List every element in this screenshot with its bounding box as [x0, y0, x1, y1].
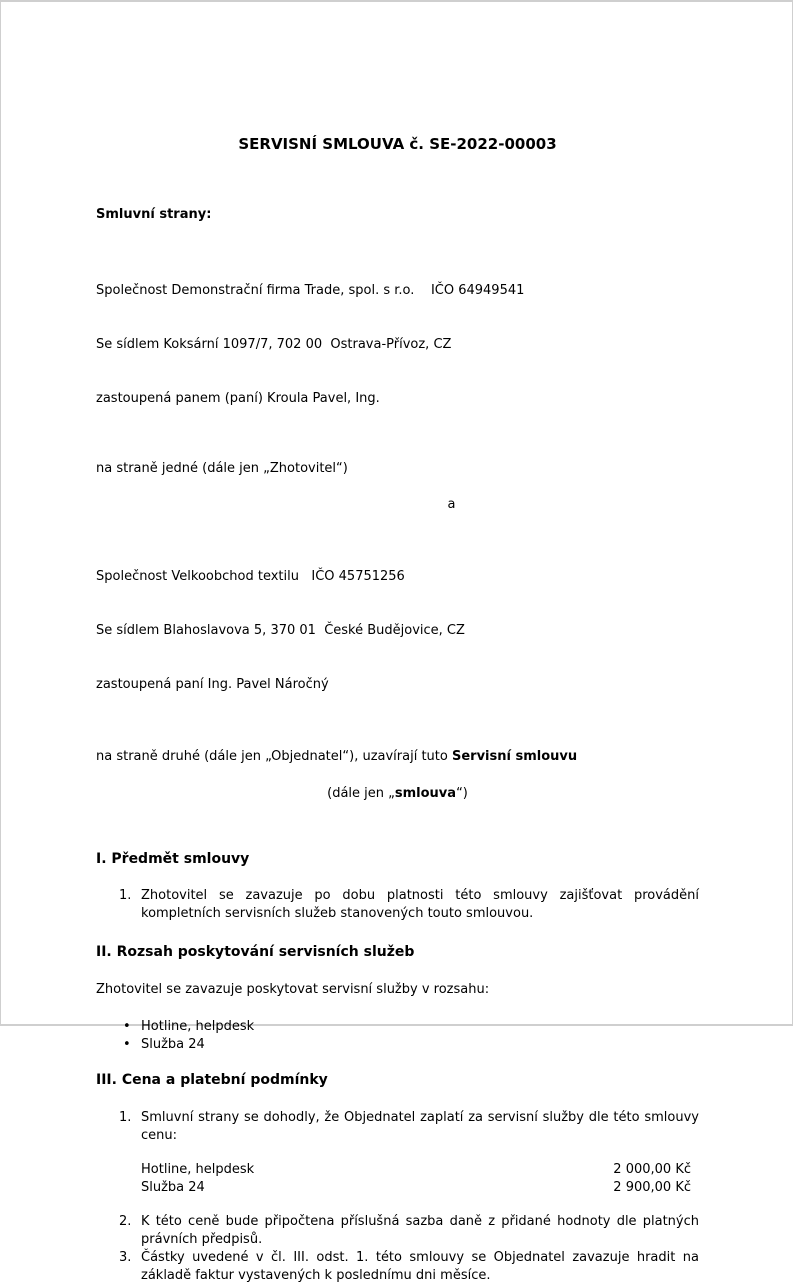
section2-heading: II. Rozsah poskytování servisních služeb — [96, 944, 415, 960]
section2-intro: Zhotovitel se zavazuje poskytovat servisní služby v rozsahu: — [96, 982, 490, 997]
list-item-text: K této ceně bude připočtena příslušná sazba daně z přidané hodnoty dle platných právních předpisů. — [141, 1214, 699, 1247]
section1-list — [96, 887, 699, 923]
list-item — [96, 1213, 699, 1249]
services-bullet-list — [96, 1018, 699, 1054]
party1-representative-line: zastoupená panem (paní) Kroula Pavel, Ing. — [96, 391, 380, 406]
conjunction-line: a — [447, 497, 456, 512]
party2-address-line: Se sídlem Blahoslavova 5, 370 01 České Budějovice, CZ — [96, 623, 465, 638]
list-item-number: 2. — [119, 1214, 132, 1229]
alias-bold: smlouva — [394, 786, 457, 801]
party2-name-line: Společnost Velkoobchod textilu IČO 45751256 — [96, 569, 405, 584]
contract-alias-line — [96, 785, 699, 803]
bullet-icon: • — [123, 1019, 131, 1034]
alias-suffix: “) — [456, 786, 468, 801]
party1-block — [96, 246, 699, 444]
list-item — [96, 1018, 699, 1036]
price-label: Hotline, helpdesk — [141, 1162, 255, 1177]
party2-block — [96, 532, 699, 730]
list-item-text: Zhotovitel se zavazuje po dobu platnosti této smlouvy zajišťovat provádění kompletních servisních služeb stanovených touto smlouvou. — [141, 888, 699, 921]
list-item-number: 3. — [119, 1250, 132, 1265]
section3-list-rest — [96, 1213, 699, 1285]
list-item — [96, 1109, 699, 1145]
bullet-item-text: Hotline, helpdesk — [141, 1019, 255, 1034]
list-item-text: Smluvní strany se dohodly, že Objednatel zaplatí za servisní služby dle této smlouvy cenu: — [141, 1110, 699, 1143]
table-row — [141, 1161, 691, 1179]
bullet-icon: • — [123, 1037, 131, 1052]
document-page — [1, 134, 792, 1283]
table-row — [141, 1179, 691, 1197]
party2-role-text: na straně druhé (dále jen „Objednatel“), uzavírají tuto — [96, 749, 452, 764]
party1-name-line: Společnost Demonstrační firma Trade, spol. s r.o. IČO 64949541 — [96, 283, 525, 298]
list-item — [96, 1036, 699, 1054]
list-item — [96, 1249, 699, 1285]
bullet-item-text: Služba 24 — [141, 1037, 205, 1052]
list-item-text: Částky uvedené v čl. III. odst. 1. této smlouvy se Objednatel zavazuje hradit na základě faktur vystavených k poslednímu dni měsíce. — [141, 1250, 699, 1283]
alias-prefix: (dále jen „ — [327, 786, 395, 801]
section3-list-first — [96, 1109, 699, 1145]
price-value: 2 900,00 Kč — [613, 1180, 691, 1195]
price-value: 2 000,00 Kč — [613, 1162, 691, 1177]
price-table — [141, 1161, 691, 1197]
party2-representative-line: zastoupená paní Ing. Pavel Náročný — [96, 677, 329, 692]
list-item-number: 1. — [119, 1110, 132, 1125]
section1-heading: I. Předmět smlouvy — [96, 851, 250, 867]
party1-role-line: na straně jedné (dále jen „Zhotovitel“) — [96, 461, 348, 476]
list-item-number: 1. — [119, 888, 132, 903]
document-title: SERVISNÍ SMLOUVA č. SE-2022-00003 — [238, 135, 557, 153]
section3-heading: III. Cena a platební podmínky — [96, 1072, 328, 1088]
parties-heading: Smluvní strany: — [96, 207, 212, 222]
list-item — [96, 887, 699, 923]
party1-address-line: Se sídlem Koksární 1097/7, 702 00 Ostrava-Přívoz, CZ — [96, 337, 452, 352]
party2-role-line — [96, 748, 699, 766]
price-label: Služba 24 — [141, 1180, 205, 1195]
contract-name-bold: Servisní smlouvu — [451, 749, 578, 764]
